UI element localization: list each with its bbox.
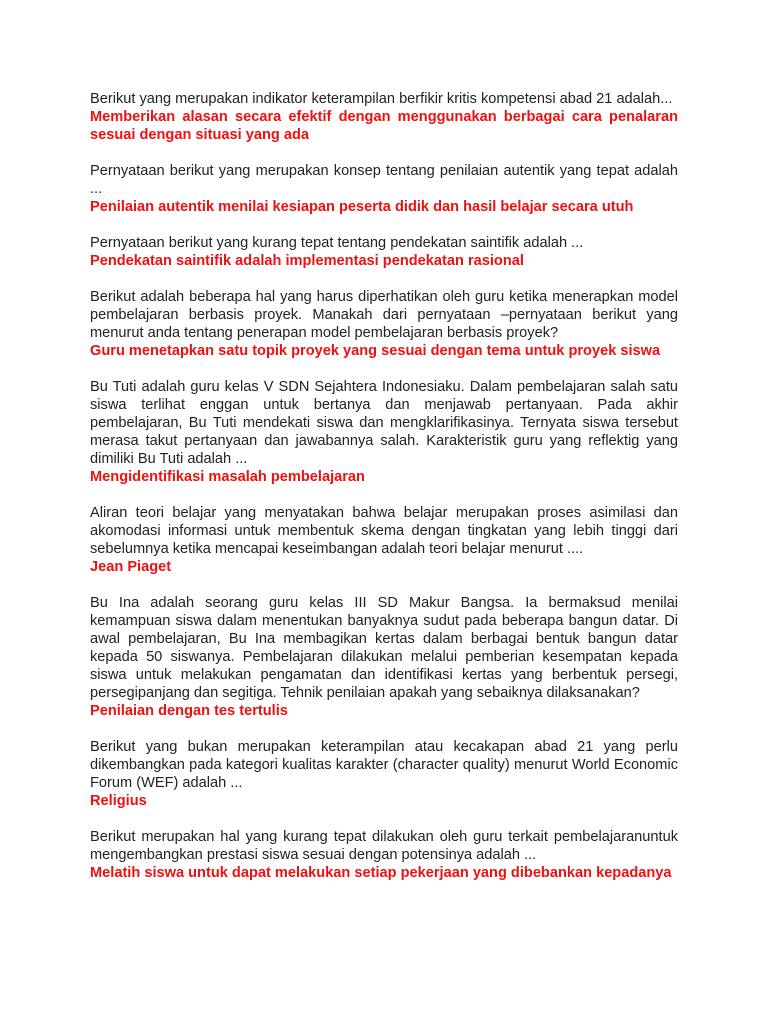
- question-text: Bu Tuti adalah guru kelas V SDN Sejahtera Indonesiaku. Dalam pembelajaran salah satu siswa terlihat enggan untuk bertanya dan menjawab pertanyaan. Pada akhir pembelajaran, Bu Tuti mendekati siswa dan mengklarifikasinya. Ternyata siswa tersebut merasa takut pertanyaan dan jawabannya salah. Karakteristik guru yang reflektig yang dimiliki Bu Tuti adalah ...: [90, 379, 678, 467]
- answer-text: Guru menetapkan satu topik proyek yang sesuai dengan tema untuk proyek siswa: [90, 343, 661, 359]
- qa-item-1: [90, 90, 678, 144]
- question-text: Berikut yang bukan merupakan keterampilan atau kecakapan abad 21 yang perlu dikembangkan pada kategori kualitas karakter (character quality) menurut World Economic Forum (WEF) adalah ...: [90, 739, 678, 791]
- qa-item-7: [90, 594, 678, 720]
- qa-item-6: [90, 504, 678, 576]
- qa-item-9: [90, 828, 678, 882]
- answer-text: Penilaian dengan tes tertulis: [90, 703, 288, 719]
- qa-item-8: [90, 738, 678, 810]
- question-text: Berikut adalah beberapa hal yang harus diperhatikan oleh guru ketika menerapkan model pembelajaran berbasis proyek. Manakah dari pernyataan –pernyataan berikut yang menurut anda tentang penerapan model pembelajaran berbasis proyek?: [90, 289, 678, 341]
- question-text: Berikut merupakan hal yang kurang tepat dilakukan oleh guru terkait pembelajaranuntuk mengembangkan prestasi siswa sesuai dengan potensinya adalah ...: [90, 829, 678, 863]
- question-text: Berikut yang merupakan indikator keterampilan berfikir kritis kompetensi abad 21 adalah...: [90, 91, 673, 107]
- question-text: Bu Ina adalah seorang guru kelas III SD Makur Bangsa. Ia bermaksud menilai kemampuan siswa dalam menentukan banyaknya sudut pada beberapa bangun datar. Di awal pembelajaran, Bu Ina membagikan kertas dalam berbagai bentuk bangun datar kepada 50 siswanya. Pembelajaran dilakukan melalui pemberian kesempatan kepada siswa untuk melakukan pengamatan dan identifikasi kertas yang berbentuk persegi, persegipanjang dan segitiga. Tehnik penilaian apakah yang sebaiknya dilaksanakan?: [90, 595, 678, 701]
- qa-item-2: [90, 162, 678, 216]
- answer-text: Penilaian autentik menilai kesiapan peserta didik dan hasil belajar secara utuh: [90, 199, 634, 215]
- answer-text: Mengidentifikasi masalah pembelajaran: [90, 469, 365, 485]
- answer-text: Memberikan alasan secara efektif dengan menggunakan berbagai cara penalaran sesuai dengan situasi yang ada: [90, 109, 678, 143]
- question-text: Pernyataan berikut yang merupakan konsep tentang penilaian autentik yang tepat adalah ...: [90, 163, 678, 197]
- qa-item-4: [90, 288, 678, 360]
- answer-text: Religius: [90, 793, 147, 809]
- answer-text: Melatih siswa untuk dapat melakukan setiap pekerjaan yang dibebankan kepadanya: [90, 865, 672, 881]
- question-text: Pernyataan berikut yang kurang tepat tentang pendekatan saintifik adalah ...: [90, 235, 584, 251]
- document-page: [90, 90, 678, 900]
- qa-item-3: [90, 234, 678, 270]
- question-text: Aliran teori belajar yang menyatakan bahwa belajar merupakan proses asimilasi dan akomodasi informasi untuk membentuk skema dengan tingkatan yang lebih tinggi dari sebelumnya ketika mencapai keseimbangan adalah teori belajar menurut ....: [90, 505, 678, 557]
- answer-text: Pendekatan saintifik adalah implementasi pendekatan rasional: [90, 253, 524, 269]
- answer-text: Jean Piaget: [90, 559, 172, 575]
- qa-item-5: [90, 378, 678, 486]
